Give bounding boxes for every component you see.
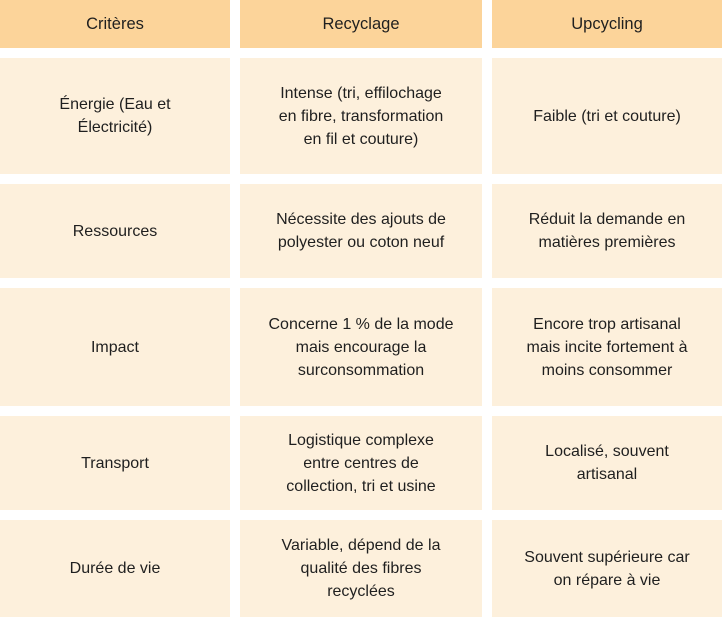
header-criteres: Critères [0,0,230,48]
row-ressources-upcycling: Réduit la demande en matières premières [492,184,722,278]
row-energie-recyclage: Intense (tri, effilochage en fibre, transformation en fil et couture) [240,58,482,174]
row-duree-criterion: Durée de vie [0,520,230,617]
header-recyclage: Recyclage [240,0,482,48]
row-transport-criterion: Transport [0,416,230,510]
row-ressources-criterion: Ressources [0,184,230,278]
row-energie-criterion: Énergie (Eau et Électricité) [0,58,230,174]
header-upcycling: Upcycling [492,0,722,48]
row-duree-recyclage: Variable, dépend de la qualité des fibres recyclées [240,520,482,617]
row-transport-recyclage: Logistique complexe entre centres de collection, tri et usine [240,416,482,510]
row-energie-upcycling: Faible (tri et couture) [492,58,722,174]
row-duree-upcycling: Souvent supérieure car on répare à vie [492,520,722,617]
row-ressources-recyclage: Nécessite des ajouts de polyester ou coton neuf [240,184,482,278]
row-impact-recyclage: Concerne 1 % de la mode mais encourage la surconsommation [240,288,482,406]
row-impact-criterion: Impact [0,288,230,406]
row-impact-upcycling: Encore trop artisanal mais incite fortement à moins consommer [492,288,722,406]
row-transport-upcycling: Localisé, souvent artisanal [492,416,722,510]
